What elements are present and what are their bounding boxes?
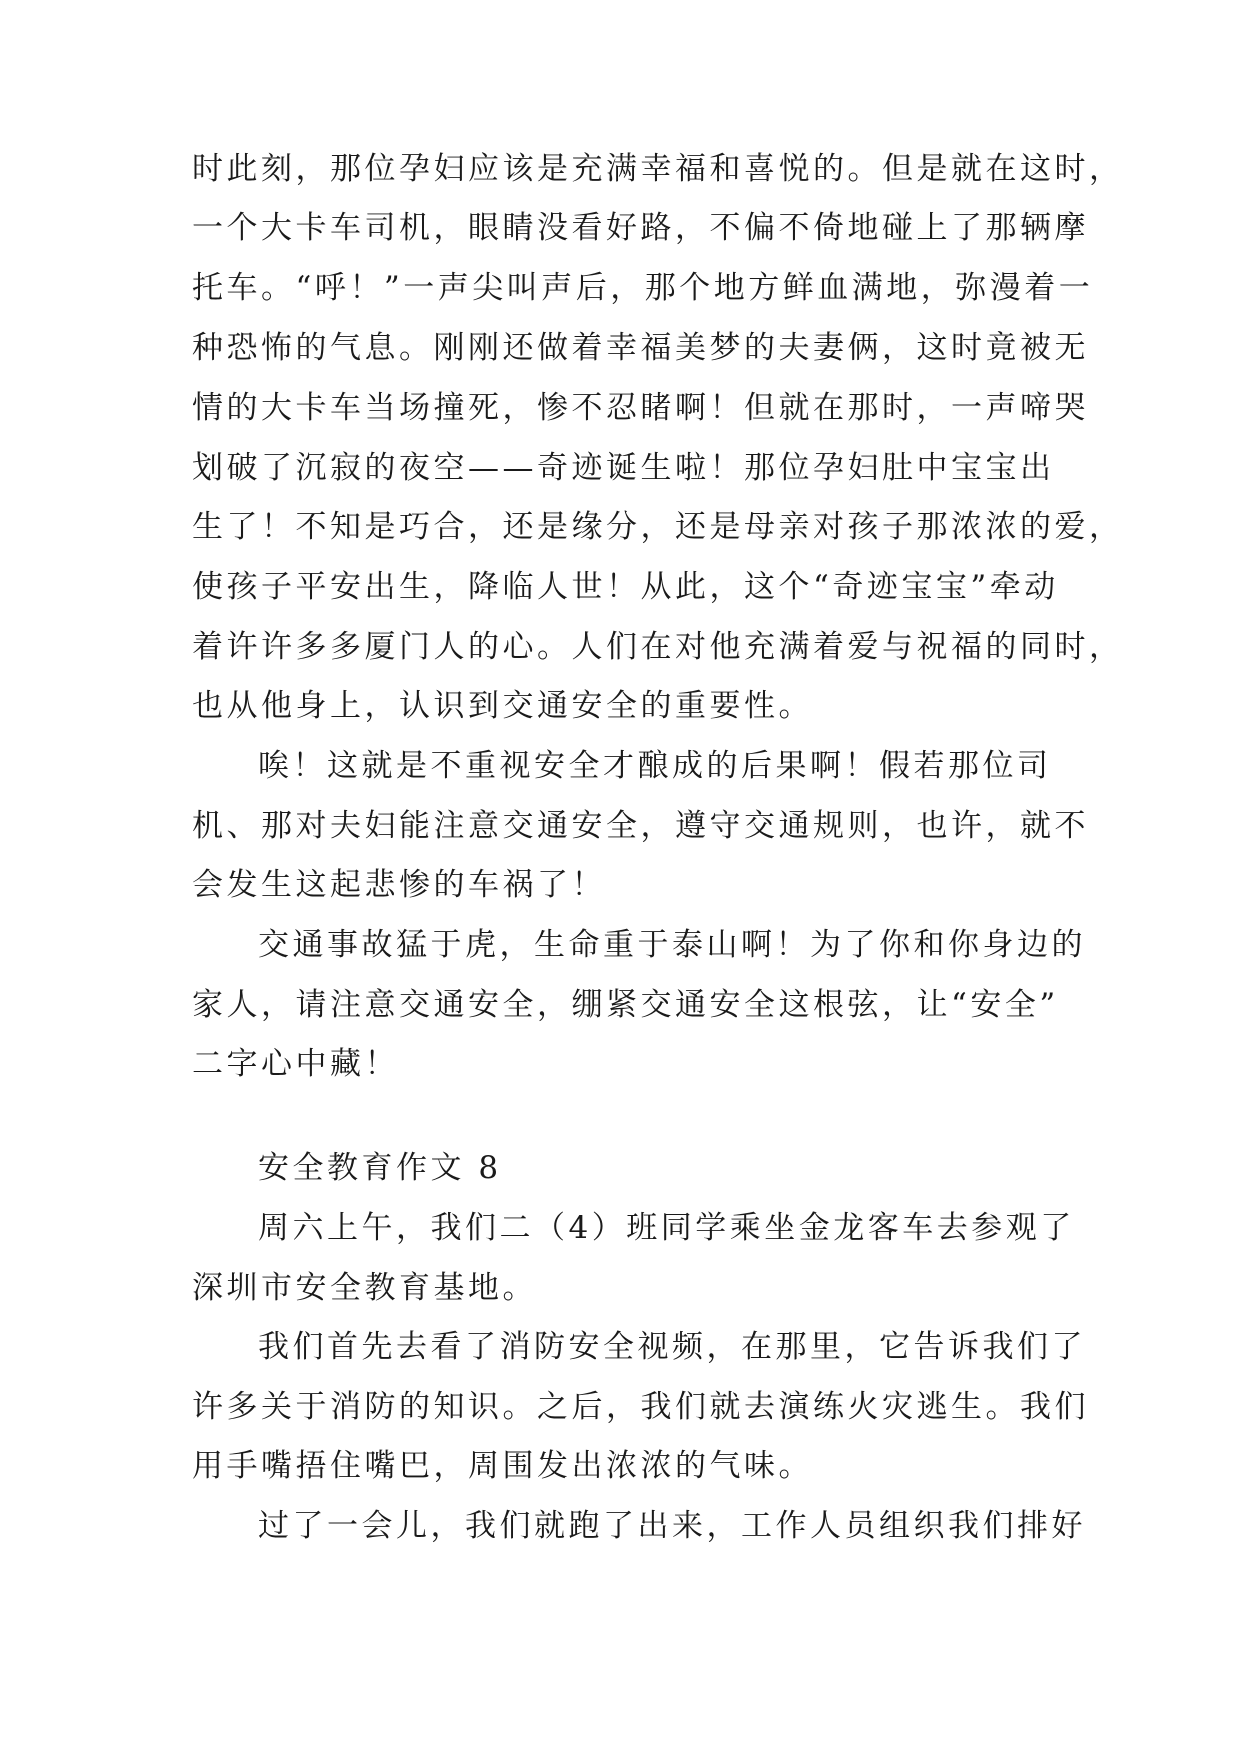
text-line: 我们首先去看了消防安全视频，在那里，它告诉我们了 [258,1329,1086,1365]
text-line: 使孩子平安出生，降临人世！从此，这个“奇迹宝宝”牵动 [192,569,1059,605]
text-line: 时此刻，那位孕妇应该是充满幸福和喜悦的。但是就在这时， [192,151,1124,187]
section-heading: 安全教育作文 8 [258,1150,502,1186]
text-line: 家人，请注意交通安全，绷紧交通安全这根弦，让“安全” [192,987,1059,1023]
text-line: 种恐怖的气息。刚刚还做着幸福美梦的夫妻俩，这时竟被无 [192,330,1089,366]
text-line: 生了！不知是巧合，还是缘分，还是母亲对孩子那浓浓的爱， [192,509,1124,545]
text-line: 情的大卡车当场撞死，惨不忍睹啊！但就在那时，一声啼哭 [192,390,1089,426]
text-line: 一个大卡车司机，眼睛没看好路，不偏不倚地碰上了那辆摩 [192,210,1089,246]
text-line: 划破了沉寂的夜空——奇迹诞生啦！那位孕妇肚中宝宝出 [192,450,1055,486]
text-line: 过了一会儿，我们就跑了出来，工作人员组织我们排好 [258,1508,1086,1544]
text-line: 着许许多多厦门人的心。人们在对他充满着爱与祝福的同时， [192,629,1124,665]
text-line: 深圳市安全教育基地。 [192,1270,537,1306]
text-line: 会发生这起悲惨的车祸了！ [192,867,606,903]
text-line: 交通事故猛于虎，生命重于泰山啊！为了你和你身边的 [258,927,1086,963]
text-line: 许多关于消防的知识。之后，我们就去演练火灾逃生。我们 [192,1389,1089,1425]
text-line: 用手嘴捂住嘴巴，周围发出浓浓的气味。 [192,1448,813,1484]
text-line: 周六上午，我们二（4）班同学乘坐金龙客车去参观了 [258,1210,1075,1246]
text-line: 托车。“呼！”一声尖叫声后，那个地方鲜血满地，弥漫着一 [192,270,1094,306]
text-line: 唉！这就是不重视安全才酿成的后果啊！假若那位司 [258,748,1052,784]
text-line: 机、那对夫妇能注意交通安全，遵守交通规则，也许，就不 [192,808,1089,844]
text-line: 二字心中藏！ [192,1046,399,1082]
text-line: 也从他身上，认识到交通安全的重要性。 [192,688,813,724]
